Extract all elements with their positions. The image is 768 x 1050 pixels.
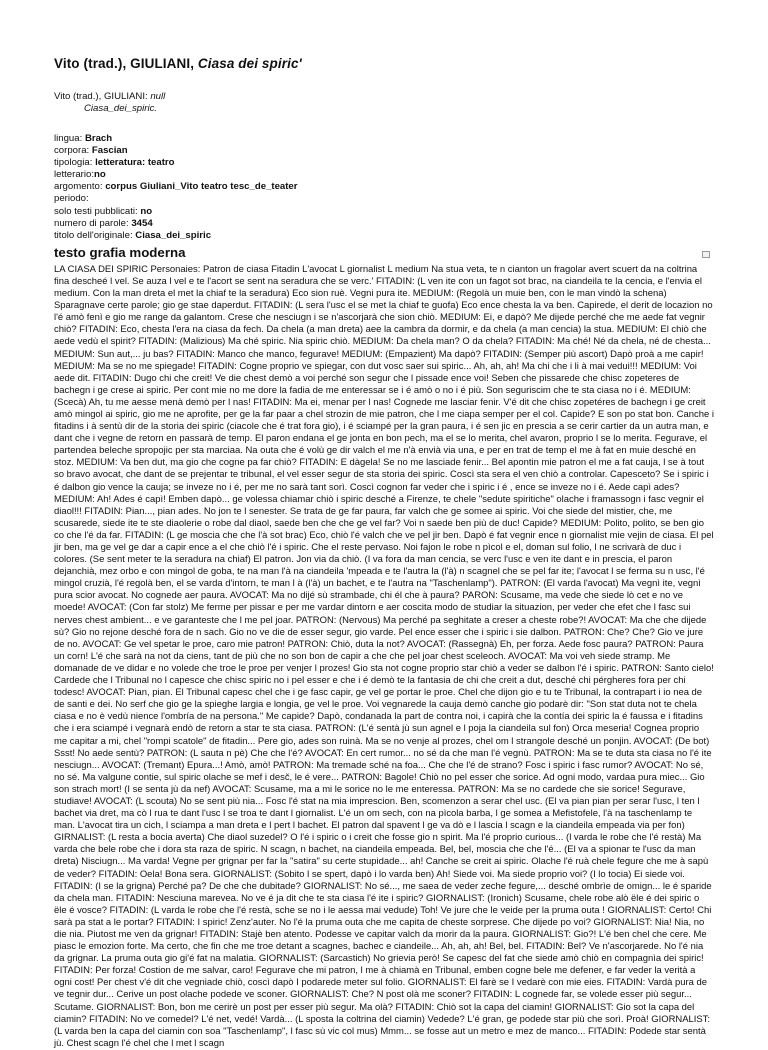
meta-label: letterario: xyxy=(54,169,94,181)
title-work: Ciasa dei spiric' xyxy=(197,56,302,71)
document-page xyxy=(54,56,714,1049)
expand-toggle-icon[interactable] xyxy=(702,251,710,258)
document-title xyxy=(54,56,714,71)
section-header xyxy=(54,245,714,261)
section-title: testo grafia moderna xyxy=(54,244,186,260)
meta-row-parole xyxy=(54,218,714,230)
meta-value: no xyxy=(140,205,153,217)
meta-value: no xyxy=(94,169,106,181)
meta-row-pubblicati xyxy=(54,206,714,218)
meta-label: tipologia: xyxy=(54,157,96,169)
byline-file: Ciasa_dei_spiric. xyxy=(84,103,158,114)
meta-row-argomento xyxy=(54,181,714,193)
meta-value: corpus Giuliani_Vito teatro tesc_de_teater xyxy=(105,181,298,193)
document-body: LA CIASA DEI SPIRIC Personaies: Patron de ciasa Fitadin L'avocat L giornalist L medium Na stua veta, te n cianton un fragolar avert scuert da na coltrina fina descheé l vel. Se auza l vel e te l'acort se sent na seradura che se verc.' FITADIN: (L ven ite con un fagot sot brac, na ciandeila te la cencia, e l'envia el medium. Con la man dreta el met la chiaf te la seradura) Eco sion ruè. Vegni pura ite. MEDIUM: (Regolà un muie ben, con le man vindò la schena) Sparagnave certe parole; gio ge stae daperdut. FITADIN: (L sera l'usc el se met la chiaf te guofa) Eco ence chesta la va ben. Capirede, el derit de locazion no l'é amò fenì e gio me range da galantom. Crese che nesciugn i se n'ascorjarà che sion chiò. MEDIUM: Ei, e dapò? Me dijede perché che me aede fat vegnir chiò? FITADIN: Eco, chesta l'era na ciasa da fech. Da chela (a man dreta) aee la cambra da dormir, e da chela (a man cencia) la stua. MEDIUM: El chiò che aede vedù el spirit? FITADIN: (Malizious) Ma ché spiric. Nia spiric chiò. MEDIUM: Da chela man? O da chela? FITADIN: Ma ché! Né da chela, né de chesta... MEDIUM: Sun aut,... ju bas? FITADIN: Manco che manco, fegurave! MEDIUM: (Empazient) Ma dapò? FITADIN: (Semper più ascort) Dapò proà a me capir! MEDIUM: Ma se no me spiegade! FITADIN: Cogne proprio ve spiegar, con dut vosc saer sui spiric... Ah, ah, ah! Ma chi che i li à mai vedui!!! MEDIUM: Voi aede dit. FITADIN: Dugo chi che creit! Ve die chest demò a voi perché son segur che l pissade ence voi! Seben che pissarede che chisc zopeteres de bachegn i ge crese ai spiric. Per cont mie no me dore la fadia de me enteressar se i é amò o no i é più. Son seguriscim che te sta ciasa no i é. MEDIUM: (Scecà) Ah, tu me aesse menà demò per l nas! FITADIN: Ma ei, menar per l nas! Cognede me lasciar fenir. V'é dit che chisc zopetéres de bachegn i ge creit amò mingol ai spiric, gio me ne aprofite, per ge la far paar a chel strozin de mie patron, che l me ciapa semper per el col. Capide? E son po stat bon. Canche i fitadins i à sentù dir de la storia dei spiric (ciacole che é trat fora gio), i é sciampé per la gran paura, i é sen jic en prescia a se cerir cartier da un autra man, e dant che i vegne de retorn en passarà de temp. El paron endana el ge jonta en bon pech, ma el se lo merita, chel avaron, proprio l se lo merita. Fegurave, el partendea beleche spropojic per sta marciaa. Na outa che é volù ge dir valch el me n'à envià via una, e per en trat de temp el me à fat en muie desché en stoz. MEDIUM: Va ben dut, ma gio che cogne pa far chiò? FITADIN: E dàgela! Se no me lasciade fenir... Bel apontin mie patron el me a fat cauja, l se à tout so bravo avocat, che dant de se prejentar te tribunal, el vel esser segur de sta storia dei spiric. Coscì sta sera el ven chiò a controlar. Capesceto? Se i spiric i é dalbon gio vence la cauja; se inveze no i é, per me no sarà tant sorì. Coscì cognon far veder che i spiric i é , ence se inveze no i é. Aede capì ades? MEDIUM: Ah! Ades é capì! Emben dapò... ge volessa chiamar chiò i spiric desché a Firenze, te chele "sedute spiritiche" olache i framassogn i fasc vegnir el diaol!!! FITADIN: Pian..., pian ades. No jon te l senester. Se trata de ge far paura, far valch che ge somee ai spiric. Voi che siede del mistier, che, me scusarede, siede ite te ste diaolerie o robe dal diaol, saede ben che che ge vel far? Voi n saede ben più de duc! Capide? MEDIUM: Polito, polito, se ben gio co che l'é da far. FITADIN: (L ge moscia che che l'à sot brac) Eco, chiò l'é valch che ve pel jir ben. Dapò é fat vegnir ence n giornalist mie vejin de ciasa. El pel jir ben, ma ge vel ge dar a capir ence a el che chiò l'é i spiric. Che el reste pervaso. Noi fajon le robe n pìcol e el, doman sul folio, l ne scrivarà de duc i colores. (Se sent meter te la seradura na chiaf) El patron. Jon via da chiò. (I va fora da man cencia, se verc l'usc e ven ite dant e in prescia, el paron dejanchià, mez orbo e con mingol de goba, te na man l'à na ciandeila 'mpeada e te l'autra la (l'à) n scagnel che se pel far ite; l'avocat l se ferma su n usc, l'é mingol cruzià, l'é regolà ben, el se varda d'intorn, te man l à (l'à) un bachet, e te l'autra na "Taschenlamp"). PATRON: (El varda l'avocat) Ma vegnì ite, vegnì pura scior avocat. No cognede aer paura. AVOCAT: Ma no dijé sù strambade, chi él che à paura? PARON: Scusame, ma vede che siede lò cet e no ve moede! AVOCAT: (Con far stolz) Me ferme per pissar e per me vardar dintorn e aer coscita modo de studiar la situazion, per veder che efet che l fasc sui nerves chest ambient... e ve garanteste che l me pel joar. PATRON: (Nervous) Ma perché pa seghitate a creser a cheste robe?! AVOCAT: Ma che che dijede sù? Gio no rejone desché fora de n sach. Gio no ve die de esser segur, gio varde. Pel ence esser che i spiric i sie dalbon. PATRON: Che? Che? Gio ve jure de no. AVOCAT: Ge vel spetar le proe, caro mie patron! PATRON: Chiò, duta la not? AVOCAT: (Rassegnà) Eh, per forza. Aede fosc paura? PATRON: Paura un corn! L'é che sarà na not da ciens, tant de più che no son bon de capir a che che pel joar chest sceleoch. AVOCAT: Ma voi veh siede stramp. Me domanade de ve didar e no volede che troe le proe per venjer l prozes! Gio sta not cogne proprio star chiò a veder se dalbon l'é i spiric. PATRON: Santo cielo! Cardede che l Tribunal no l capesce che chisc spiric no i pel esser e che i é demò te la fantasia de chi che creit a dut, desché chi pérgheres fora per chi todesc! AVOCAT: Pian, pian. El Tribunal capesc chel che i ge fasc capir, ge vel ge portar le proe. Chel che dijon gio e tu te Tribunal, la contrapart i io nea de de santi e dei. No serf che gio ge la spieghe largia e longia, ge vel le proe. Voi vegnarede la cauja demò canche gio podarè dir: "Son stat duta not te chela ciasa e no è vedù nience l'ombría de na persona." Me capide? Dapò, condanada la part de contra noi, i capirà che la contía dei spiric la é faussa e i fitadins che i era sciampé i vegnarà endò de retorn a star te sta ciasa. PATRON: (L'é sentà jù sun agnel e l poja la ciandeila sul fon) Orca meseria! Cognea proprio me capitar a mi, chel "rompi scatole" de fitadin... Pere gio, ades son ruinà. Ma se no venje al prozes, chel om l strangole desché un ponjin. AVOCAT: (De bot) Ssst! No aede sentù? PATRON: (L sauta n pè) Che che l'é? AVOCAT: En cert rumor... no sé da che man l'é vegnù. PATRON: Ma se te duta sta ciasa no l'é ite nesciugn... AVOCAT: (Tremant) Epura...! Amò, amò! PATRON: Ma tremade sché na foa... Che che l'é de strano? Fosc i spiric i fasc rumor? AVOCAT: No sé, no sé. Ma valgune contie, sul spiric olache se mef i desč, le é vere... PATRON: Bagole! Chiò no pel esser che sorice. Ad ogni modo, vardaa pura miec... Gio son strach mort! (I se senta jù da nef) AVOCAT: Scusame, ma a mi le sorice no le me enteressa. PATRON: Ma se no cardede che sie sorice! Segurave, studiave! AVOCAT: (L scouta) No se sent più nia... Fosc l'é stat na mia imprescion. Ben, scomenzon a serar chel usc. (El va pian pian per serar l'usc, l ten l bachet via dret, ma cò l rua te dant l'usc l se troa te dant l giornalist. L'é un om sech, con na pìcola barba, l ge somea a Mefistofele, l'à na taschenlamp te man. L'avocat tira un cich, l sciampa a man dreta e l pert l bachet. El patron dal spavent l ge va dò e l lascia l scagn e la ciandeila empeada via per fon) GIRNALIST: (L resta a bocia averta) Che diaol suzedel? O l'é i spiric o i creit che fosse gio n spirit. Ma l'é proprio curious... (l varda le robe che l'é restà) Ma varda che bele robe che i dora sta raza de spiric. N scagn, n bachet, na ciandeila empeada. Bel, bel, moscia che che l'é... (El va a spionar te l'usc da man dreta) Nisciugn... Ma varda! Vegne per grignar per far la "satira" su certe stupidade... ah! Canche se creit ai spiric. Olache l'é ruà chele fegure che me à sapù de veder? FITADIN: Oela! Bona sera. GIORNALIST: (Sobito l se spert, dapò i lo varda ben) Ah! Siede voi. Ma siede proprio voi? (I lo tocia) Ei siede voi. FITADIN: (I se la grigna) Perché pa? De che che dubitade? GIORNALIST: No sé..., me saea de veder zeche fegure,... desché ombrìe de omign... le é sparide da chela man. FITADIN: Nesciuna marevea. No ve é ja dit che te sta ciasa l'é ite i spiric? GIORNALIST: (Ironich) Scusame, chele robe alò ële é dei spiric o ële é vosce? FITADIN: (L varda le robe che l'é restà, sche se no i le aessa mai vedude) Toh! Ve jure che le veide per la pruma outa ! GIORNALIST: Certo! Chi sarà pa stat a le portar? FITADIN: I spiric! Zenz'auter. No l'é la pruma outa che me capita de cheste sorprese. Che dijede po voi? GIORNALIST: Nia! Nia, no die nia. Piutost me ven da grignar! FITADIN: Stajè ben atento. Podesse ve capitar valch da morir da la paura. GIORNALIST: Gio?! L'é ben chel che cere. Me piasc le emozion forte. Ma certo, che fin che me troe detant a scagnes, bachec e ciandeile... Ah, ah, ah! Bel, bel. FITADIN: Bel? Ve n'ascorjarede. No l'é nia da grignar. La pruma outa gio gi'é fat na malatia. GIORNALIST: (Sarcastich) No grievia però! Se capesc del fat che siede amò chiò en compagnìa dei spiric! FITADIN: Per forza! Costion de me salvar, caro! Fegurave che mi patron, l me à chiamà en Tribunal, emben cogne bele me defener, e far veder la verità a ogni cost! Per chest v'é dit che vegniade chiò, coscì dapò I podarede meter sul folio. GIORNALIST: El farè se I vedarè con mie eies. FITADIN: Vardà pura de ve tegnir dur... Cerive un post olache podede ve sconer. GIORNALIST: Che? N post olà me sconer? FITADIN: L cognede far, se volede esser più segur... Scutame. GIORNALIST: Bon, bon me cerirè un post per esser più segur. Ma olà? FITADIN: Chiò sot la capa del ciamin! GIORNALIST: Gio sot la capa del ciamin? FITADIN: No ve comedel? L'é net, vedé! Vardà... (L sposta la coltrina del ciamin) Vedede? L'é gran, ge podede star più che sorì. Proà! GIORNALIST: (L varda ben la capa del ciamin con soa "Taschenlamp", l fasc sù vic col mus) Mmm... se fosse aut un metro e mez de manco... FITADIN: Podede star sentà jù. Chest scagn l'é chel che l met l scagn xyxy=(54,263,714,1049)
meta-label: numero di parole: xyxy=(54,217,132,229)
meta-row-corpora xyxy=(54,145,714,157)
byline-note: null xyxy=(150,91,166,102)
meta-row-titolo xyxy=(54,230,714,242)
meta-value: Ciasa_dei_spiric xyxy=(135,229,212,241)
meta-value: 3454 xyxy=(131,217,153,229)
meta-label: periodo: xyxy=(54,193,89,205)
meta-label: argomento: xyxy=(54,181,106,193)
meta-label: titolo dell'originale: xyxy=(54,229,136,241)
meta-value: letteratura: teatro xyxy=(95,157,175,169)
byline xyxy=(54,91,714,103)
meta-label: solo testi pubblicati: xyxy=(54,205,141,217)
meta-value: Fascian xyxy=(91,145,128,157)
byline-author: Vito (trad.), GIULIANI: xyxy=(54,91,151,102)
meta-row-periodo xyxy=(54,193,714,205)
meta-row-letterario xyxy=(54,169,714,181)
metadata-list xyxy=(54,133,714,242)
meta-row-tipologia xyxy=(54,157,714,169)
meta-row-lingua xyxy=(54,133,714,145)
meta-label: lingua: xyxy=(54,133,85,144)
meta-label: corpora: xyxy=(54,145,92,157)
meta-value: Brach xyxy=(84,133,113,144)
title-author: Vito (trad.), GIULIANI, xyxy=(54,56,198,71)
